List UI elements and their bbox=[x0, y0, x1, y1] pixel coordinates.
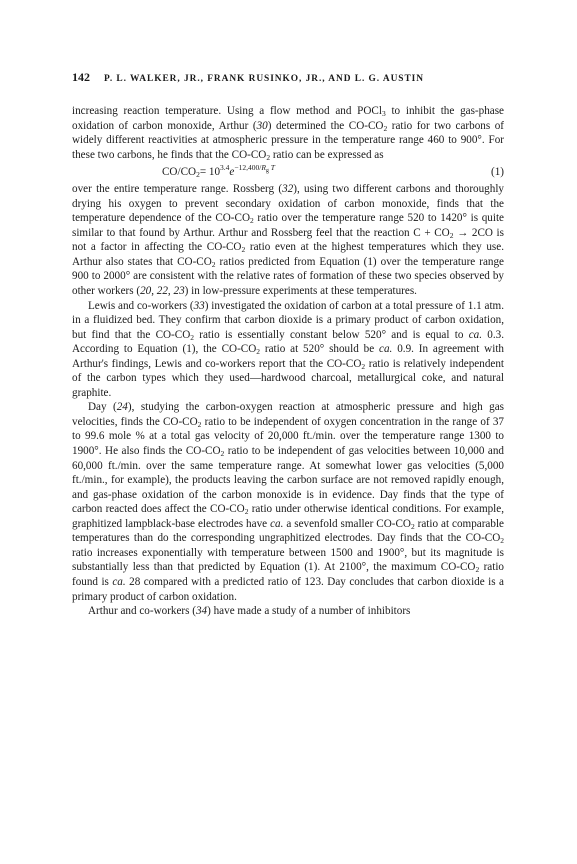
paragraph-1 bbox=[72, 104, 504, 162]
text-run: 28 compared with a predicted ratio of 123. Day concludes that carbon dioxide is a primary product of carbon oxidation. bbox=[72, 575, 504, 603]
page bbox=[72, 70, 504, 619]
abbrev-ca: ca. bbox=[270, 517, 284, 530]
text-run: to inhibit the gas-phase oxidation of carbon monoxide, Arthur ( bbox=[72, 105, 505, 132]
paragraph-5 bbox=[72, 604, 504, 619]
running-head: P. L. WALKER, JR., FRANK RUSINKO, JR., AND L. G. AUSTIN bbox=[104, 74, 424, 84]
text-run: ) in low-pressure experiments at these temperatures. bbox=[184, 285, 417, 298]
text-run: over the entire temperature range. Rossberg ( bbox=[72, 183, 283, 196]
exponent-t: T bbox=[270, 162, 275, 172]
subscript: 2 bbox=[256, 347, 261, 357]
subscript: 2 bbox=[361, 361, 366, 371]
subscript: 3 bbox=[381, 109, 386, 118]
text-run: ratio even at the highest temperatures which they use. Arthur also states that CO-CO bbox=[72, 241, 504, 268]
equation-number: (1) bbox=[491, 165, 504, 178]
paragraph-2 bbox=[72, 182, 504, 298]
text-run: ratio to be independent of oxygen concentration in the range of 37 to 99.6 mole % at a total gas velocity of 20,000 ft./min. over the temperature range 1300 to 1900°. He also finds the CO-CO bbox=[72, 415, 504, 458]
text-run: ) have made a study of a number of inhibitors bbox=[207, 605, 411, 618]
subscript: 2 bbox=[190, 332, 194, 342]
text-run: ratio can be expressed as bbox=[270, 148, 384, 161]
page-header bbox=[72, 70, 504, 85]
subscript: g bbox=[265, 167, 269, 174]
equation-lhs: CO/CO bbox=[162, 165, 197, 178]
equation-1 bbox=[72, 162, 504, 182]
citation-32: 32 bbox=[282, 183, 294, 196]
text-run: ratio to be independent of gas velocities between 10,000 and 60,000 ft./min. over the same temperature range. At somewhat lower gas velocities (5,000 ft./min., for example), the products leaving the carbon surface are not removed rapidly enough, and gas-phase oxidation of the carbon monoxide is in evidence. Day finds that the type of carbon reacted does affect the CO-CO bbox=[72, 445, 505, 516]
text-run: ) investigated the oxidation of carbon at a total pressure of 1.1 atm. in a fluidized bed. They confirm that carbon dioxide is a primary product of carbon oxidation, but find that the CO-CO bbox=[72, 299, 504, 341]
subscript: 2 bbox=[475, 565, 480, 575]
citation-33: 33 bbox=[193, 299, 205, 312]
abbrev-ca: ca. bbox=[112, 575, 126, 588]
page-number: 142 bbox=[72, 70, 90, 84]
text-run: Day ( bbox=[88, 401, 117, 414]
separator: , bbox=[151, 285, 157, 298]
text-run: 0.3. According to Equation (1), the CO-CO bbox=[72, 328, 504, 356]
text-run: ratio is essentially constant below 520° and is equal to bbox=[194, 328, 469, 341]
text-run: ratio found is bbox=[72, 561, 505, 588]
equation-exponent bbox=[234, 163, 275, 172]
text-run: ratio is relatively independent of the carbon types which they used—hardwood charcoal, metallurgical coke, and natural graphite. bbox=[72, 357, 504, 399]
equation-body bbox=[162, 162, 275, 180]
text-run: ) determined the CO-CO bbox=[267, 119, 384, 132]
text-run: ratio for two carbons of widely different reactivities at atmospheric pressure in the temperature range 460 to 900°. For these two carbons, he finds that the CO-CO bbox=[72, 119, 504, 161]
subscript: 2 bbox=[196, 169, 200, 179]
text-run: ratio increases exponentially with temperature between 1500 and 1900°, but its magnitude is substantially less than that predicted by Equation (1). At 2100°, the maximum CO-CO bbox=[72, 546, 504, 574]
exponent-part: −12,400/ bbox=[234, 162, 262, 172]
citation-30: 30 bbox=[256, 119, 268, 132]
subscript: 2 bbox=[241, 245, 246, 255]
abbrev-ca: ca. bbox=[379, 343, 393, 356]
text-run: ratio at 520° should be bbox=[260, 343, 380, 356]
text-run: Arthur and co-workers ( bbox=[88, 605, 196, 618]
abbrev-ca: ca. bbox=[468, 328, 482, 341]
subscript: 2 bbox=[383, 123, 388, 133]
text-run: increasing reaction temperature. Using a flow method and POCl bbox=[72, 105, 382, 117]
equation-equals: = 10 bbox=[199, 165, 221, 178]
paragraph-4 bbox=[72, 400, 504, 604]
text-run: Lewis and co-workers ( bbox=[88, 299, 194, 312]
subscript: 2 bbox=[266, 152, 271, 162]
citation-23: 23 bbox=[173, 285, 185, 298]
superscript: 3.4 bbox=[220, 162, 230, 172]
citation-34: 34 bbox=[195, 605, 208, 618]
text-run: → 2CO is not a factor in affecting the CO-CO bbox=[72, 226, 504, 254]
subscript: 2 bbox=[211, 259, 216, 269]
paragraph-3 bbox=[72, 299, 504, 401]
citation-22: 22 bbox=[156, 285, 168, 298]
subscript: 2 bbox=[250, 216, 254, 226]
subscript: 2 bbox=[197, 419, 202, 429]
text-run: a sevenfold smaller CO-CO bbox=[283, 517, 411, 530]
subscript: 2 bbox=[220, 449, 225, 459]
subscript: 2 bbox=[244, 507, 249, 517]
body-text bbox=[72, 104, 504, 619]
subscript: 2 bbox=[500, 536, 504, 546]
text-run: ratio under otherwise identical conditions. For example, graphitized lampblack-base electrodes have bbox=[72, 503, 504, 530]
separator: , bbox=[167, 285, 174, 298]
text-run: ratios predicted from Equation (1) over the temperature range 900 to 2000° are consistent with the relative rates of formation of these two species observed by other workers ( bbox=[72, 255, 504, 298]
citation-24: 24 bbox=[116, 401, 128, 414]
exponent-r: R bbox=[261, 162, 266, 172]
text-run: ratio at comparable temperatures than do the corresponding ungraphitized electrodes. Day finds that the CO-CO bbox=[72, 517, 504, 545]
subscript: 2 bbox=[410, 521, 415, 531]
subscript: 2 bbox=[449, 230, 454, 240]
text-run: 0.9. In agreement with Arthur's findings, Lewis and co-workers report that the CO-CO bbox=[72, 343, 504, 370]
citation-20: 20 bbox=[140, 285, 152, 298]
text-run: ), using two different carbons and thoroughly drying his oxygen to prevent secondary oxidation of carbon monoxide, finds that the temperature dependence of the CO-CO bbox=[72, 183, 504, 225]
text-run: ), studying the carbon-oxygen reaction at atmospheric pressure and high gas velocities, finds the CO-CO bbox=[72, 401, 504, 428]
text-run: ratio over the temperature range 520 to 1420° is quite similar to that found by Arthur. Arthur and Rossberg feel that the reaction C + CO bbox=[72, 212, 504, 239]
equation-e: e bbox=[229, 165, 235, 178]
